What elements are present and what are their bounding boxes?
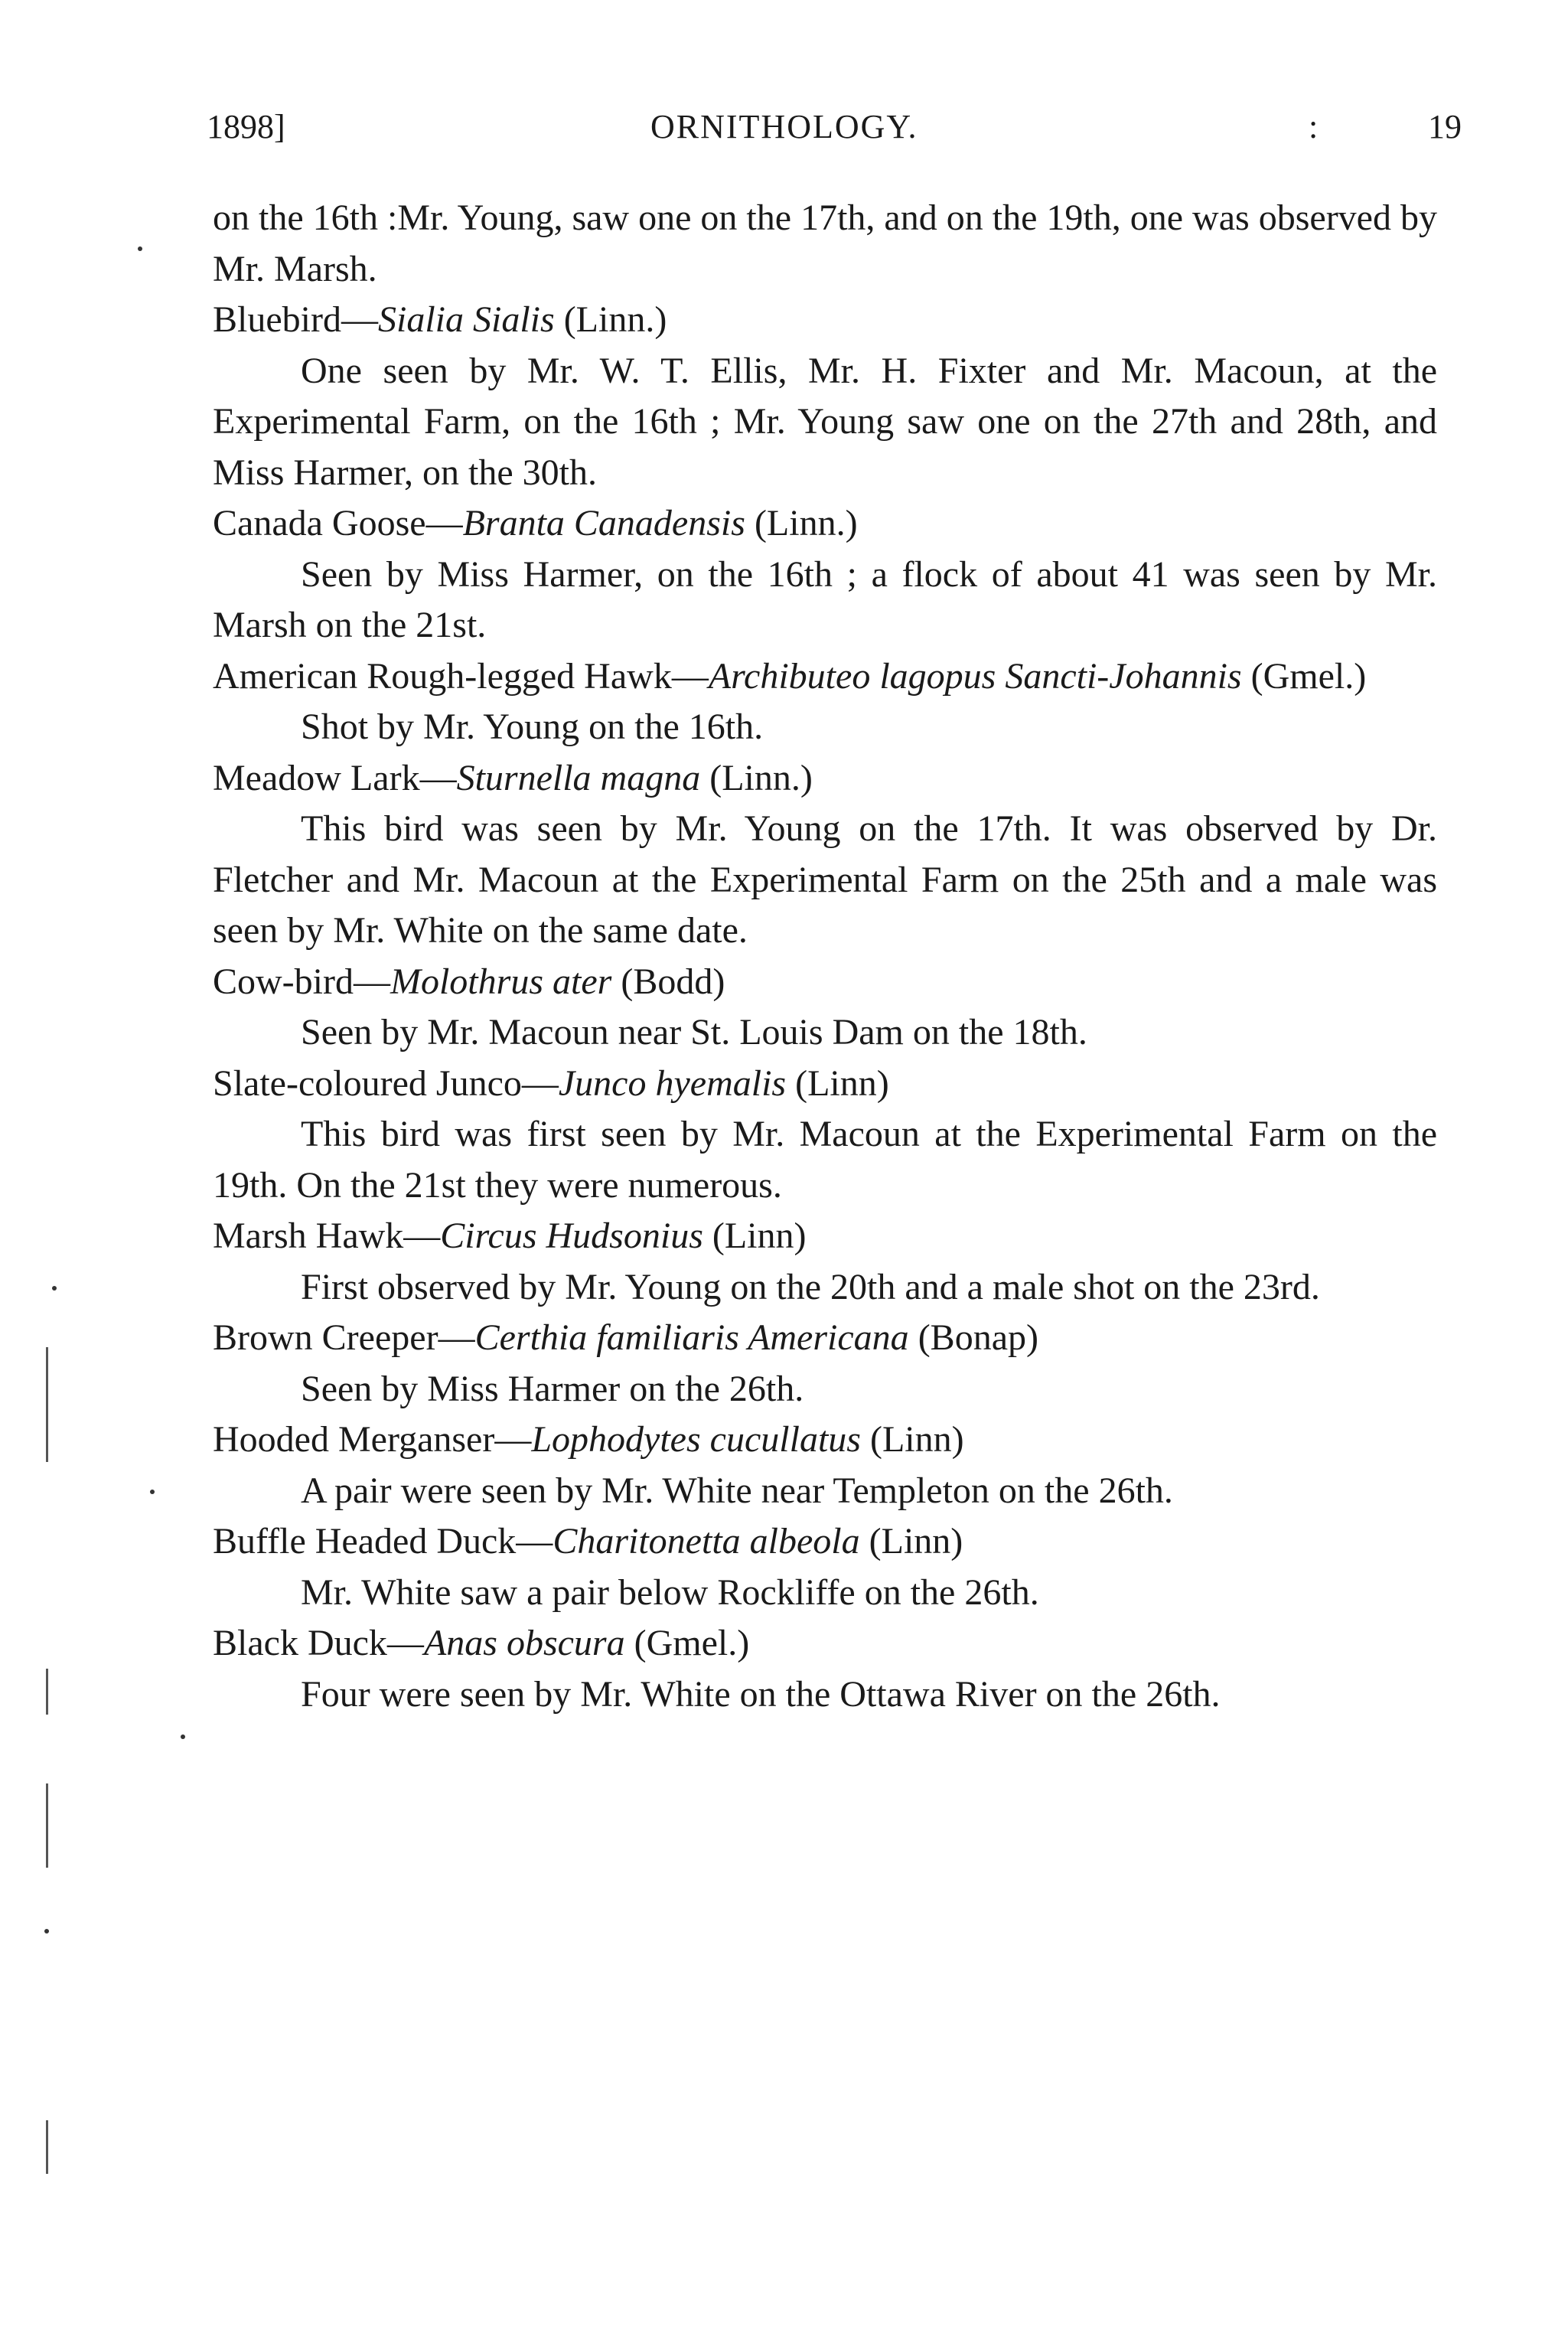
entry-meadow-lark — [213, 753, 1437, 957]
entry-text: This bird was seen by Mr. Young on the 17th. It was observed by Dr. Fletcher and Mr. Macoun at the Experimental Farm on the 25th and a male was seen by Mr. White on the same date. — [213, 808, 1437, 951]
common-name: Black Duck— — [213, 1623, 424, 1663]
authority: (Linn) — [703, 1216, 807, 1256]
entry-text: Mr. White saw a pair below Rockliffe on the 26th. — [301, 1571, 1039, 1613]
authority: (Linn) — [859, 1521, 963, 1561]
entry-heading — [213, 295, 1437, 346]
scan-mark — [46, 1783, 48, 1868]
margin-scan-marks — [31, 1255, 61, 2289]
entry-canada-goose — [213, 498, 1437, 651]
entry-brown-creeper — [213, 1313, 1437, 1415]
scan-speck — [181, 1734, 185, 1739]
entry-heading — [213, 1313, 1437, 1364]
entry-text: Shot by Mr. Young on the 16th. — [301, 707, 764, 747]
entry-cow-bird — [213, 957, 1437, 1059]
scientific-name: Sialia Sialis — [377, 299, 555, 340]
common-name: Slate-coloured Junco— — [213, 1062, 559, 1104]
page-body — [213, 193, 1437, 1720]
common-name: Marsh Hawk— — [213, 1216, 441, 1256]
entry-hooded-merganser — [213, 1415, 1437, 1516]
entry-rough-legged-hawk — [213, 651, 1437, 753]
entry-heading — [213, 753, 1437, 804]
authority: (Linn.) — [745, 503, 858, 543]
scientific-name: Molothrus ater — [390, 961, 612, 1002]
scientific-name: Certhia familiaris Americana — [474, 1317, 909, 1358]
entry-heading — [213, 1415, 1437, 1466]
entry-text: First observed by Mr. Young on the 20th and a male shot on the 23rd. — [301, 1266, 1320, 1307]
scientific-name: Branta Canadensis — [462, 503, 745, 543]
entry-heading — [213, 1618, 1437, 1669]
common-name: Canada Goose— — [213, 503, 463, 543]
authority: (Gmel.) — [1241, 655, 1367, 697]
entry-marsh-hawk — [213, 1211, 1437, 1313]
common-name: Brown Creeper— — [213, 1317, 475, 1358]
scan-speck — [52, 1286, 57, 1291]
authority: (Gmel.) — [624, 1623, 750, 1663]
common-name: Meadow Lark— — [213, 757, 457, 798]
header-year: 1898] — [207, 108, 285, 145]
entry-text: This bird was first seen by Mr. Macoun at the Experimental Farm on the 19th. On the 21st they were numerous. — [213, 1114, 1437, 1206]
page-number: 19 — [1428, 108, 1462, 145]
authority: (Bodd) — [611, 961, 725, 1002]
entry-text: Four were seen by Mr. White on the Ottawa River on the 26th. — [301, 1673, 1221, 1715]
entry-bluebird — [213, 295, 1437, 498]
scan-mark — [46, 2120, 48, 2174]
entry-heading — [213, 1059, 1437, 1110]
entry-heading — [213, 651, 1437, 703]
common-name: American Rough-legged Hawk— — [213, 655, 709, 697]
scan-speck — [138, 246, 142, 251]
continuation-paragraph: on the 16th :Mr. Young, saw one on the 17th, and on the 19th, one was observed by Mr. Marsh. — [213, 197, 1437, 289]
entry-black-duck — [213, 1618, 1437, 1720]
scientific-name: Anas obscura — [423, 1623, 625, 1663]
entry-heading — [213, 498, 1437, 550]
scan-mark — [46, 1669, 48, 1715]
scientific-name: Lophodytes cucullatus — [531, 1419, 861, 1460]
entry-text: Seen by Mr. Macoun near St. Louis Dam on the 18th. — [301, 1012, 1087, 1052]
entry-slate-coloured-junco — [213, 1059, 1437, 1212]
scientific-name: Circus Hudsonius — [440, 1216, 703, 1256]
entry-text: A pair were seen by Mr. White near Templeton on the 26th. — [301, 1470, 1173, 1511]
scientific-name: Charitonetta albeola — [553, 1521, 860, 1561]
scan-mark — [46, 1347, 48, 1462]
running-header — [207, 107, 1462, 168]
common-name: Buffle Headed Duck— — [213, 1521, 553, 1561]
authority: (Linn.) — [700, 757, 813, 798]
entry-buffle-headed-duck — [213, 1516, 1437, 1618]
common-name: Hooded Merganser— — [213, 1419, 532, 1460]
entry-text: Seen by Miss Harmer on the 26th. — [301, 1368, 804, 1409]
entry-heading — [213, 957, 1437, 1008]
authority: (Linn) — [860, 1419, 964, 1460]
scientific-name: Archibuteo lagopus Sancti-Johannis — [708, 655, 1242, 697]
scientific-name: Junco hyemalis — [558, 1062, 787, 1104]
authority: (Linn.) — [554, 299, 667, 340]
entry-text: Seen by Miss Harmer, on the 16th ; a flock of about 41 was seen by Mr. Marsh on the 21st. — [213, 553, 1437, 645]
common-name: Bluebird— — [213, 299, 378, 340]
entry-heading — [213, 1516, 1437, 1568]
header-title: ORNITHOLOGY. — [650, 108, 918, 145]
scan-speck — [44, 1929, 49, 1934]
scientific-name: Sturnella magna — [456, 757, 701, 798]
authority: (Bonap) — [908, 1317, 1038, 1358]
authority: (Linn) — [786, 1062, 889, 1104]
header-separator: : — [1309, 108, 1319, 145]
scan-speck — [150, 1490, 155, 1494]
entry-text: One seen by Mr. W. T. Ellis, Mr. H. Fixter and Mr. Macoun, at the Experimental Farm, on the 16th ; Mr. Young saw one on the 27th and 28th, and Miss Harmer, on the 30th. — [213, 350, 1437, 493]
common-name: Cow-bird— — [213, 961, 390, 1002]
entry-heading — [213, 1211, 1437, 1262]
